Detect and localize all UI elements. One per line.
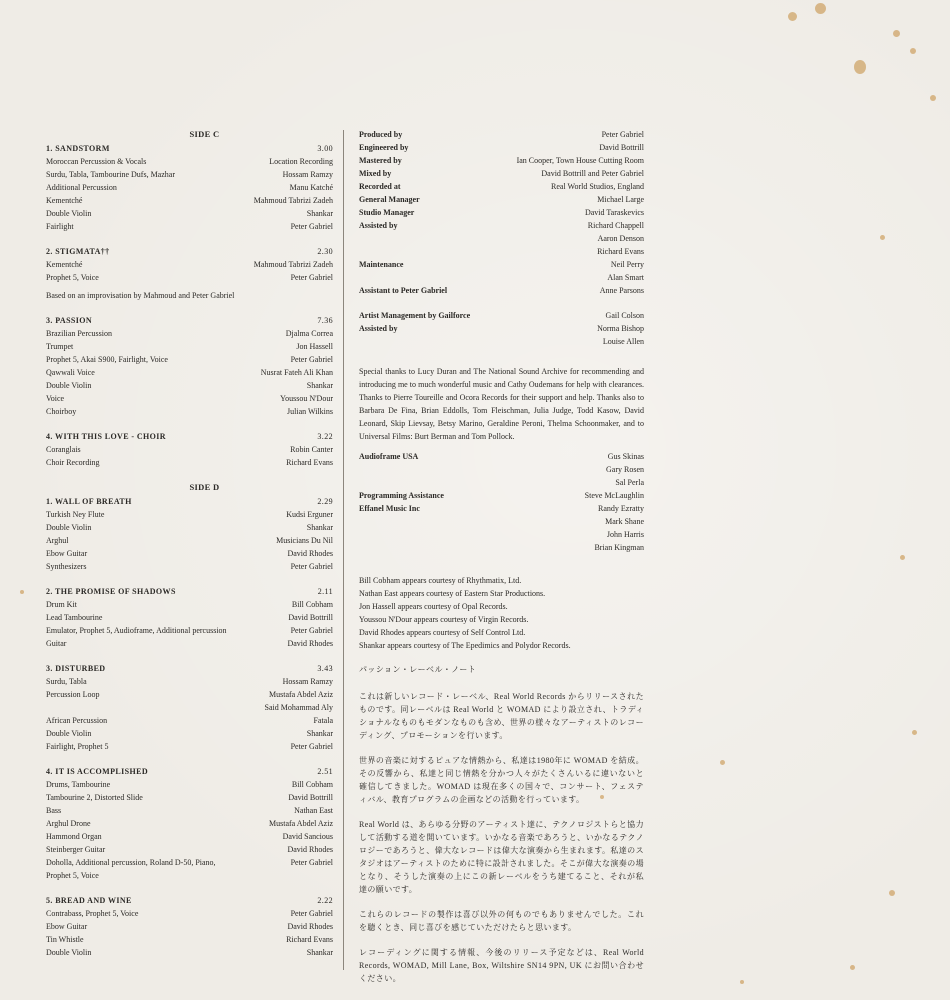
track-title-row — [46, 314, 333, 327]
credit-row — [46, 353, 333, 366]
performer: David Bottrill — [288, 793, 333, 802]
instrument: Prophet 5, Akai S900, Fairlight, Voice — [46, 355, 168, 364]
credit-name: Ian Cooper, Town House Cutting Room — [516, 156, 644, 165]
instrument: Trumpet — [46, 342, 74, 351]
japanese-paragraph: これらのレコードの製作は喜び以外の何ものでもありませんでした。これを聴くとき、同じ喜びを感じていただけたらと思います。 — [359, 910, 644, 932]
credit-role: Mastered by — [359, 156, 402, 165]
track-duration: 2.22 — [317, 896, 333, 905]
instrument: Tin Whistle — [46, 935, 84, 944]
track-duration: 2.51 — [317, 767, 333, 776]
performer: David Rhodes — [287, 922, 333, 931]
stain-spot — [20, 590, 24, 594]
japanese-paragraph: レコーディングに関する情報、今後のリリース予定などは、Real World Records, WOMAD, Mill Lane, Box, Wiltshire SN14 9PN, UK にお問い合わせください。 — [359, 948, 644, 983]
credit-role: Maintenance — [359, 260, 404, 269]
credit-name: Alan Smart — [607, 273, 644, 282]
performer: Peter Gabriel — [290, 355, 333, 364]
track-title-row — [46, 245, 333, 258]
credit-row — [46, 804, 333, 817]
audioframe-credits — [359, 450, 644, 554]
performer: Manu Katché — [289, 183, 333, 192]
track-title: 2. THE PROMISE OF SHADOWS — [46, 587, 176, 596]
stain-spot — [900, 555, 905, 560]
side-c-tracks — [46, 142, 333, 469]
performer: Julian Wilkins — [287, 407, 333, 416]
track-listing-column — [46, 128, 333, 971]
instrument: Lead Tambourine — [46, 613, 103, 622]
column-divider — [343, 130, 344, 970]
credit-row — [46, 637, 333, 650]
credit-row — [46, 843, 333, 856]
instrument: Surdu, Tabla, Tambourine Dufs, Mazhar — [46, 170, 175, 179]
instrument: Surdu, Tabla — [46, 677, 87, 686]
credit-row — [46, 508, 333, 521]
performer: David Sancious — [282, 832, 333, 841]
track-duration: 2.11 — [317, 587, 333, 596]
performer: Jon Hassell — [296, 342, 333, 351]
stain-spot — [788, 12, 797, 21]
credit-line — [359, 528, 644, 541]
credit-row — [46, 907, 333, 920]
courtesy-line: David Rhodes appears courtesy of Self Control Ltd. — [359, 628, 526, 637]
instrument: Qawwali Voice — [46, 368, 95, 377]
credit-row — [46, 714, 333, 727]
credit-name: Gus Skinas — [607, 452, 644, 461]
credit-line — [359, 245, 644, 258]
performer: Peter Gabriel — [290, 742, 333, 751]
japanese-notes-body — [359, 690, 644, 985]
credit-line — [359, 515, 644, 528]
instrument: Emulator, Prophet 5, Audioframe, Additional percussion — [46, 626, 227, 635]
production-credits — [359, 128, 644, 297]
instrument: Doholla, Additional percussion, Roland D-50, Piano, — [46, 858, 216, 867]
instrument: Coranglais — [46, 445, 81, 454]
japanese-paragraph: Real World は、あらゆる分野のアーティスト達に、テクノロジストらと協力して活動する道を開いています。いかなる音楽であろうと、いかなるテクノロジーであろうと、偉大なレコードは偉大な演奏から生まれます。私達のスタジオはアーティストのために特に設計されました。そこが偉大な演奏の場となり、そうした演奏の上にこの新レーベルをうち建てること、それが私達の願いです。 — [359, 820, 644, 894]
performer: Shankar — [306, 729, 333, 738]
performer: Hossam Ramzy — [282, 170, 333, 179]
credit-line — [359, 141, 644, 154]
courtesy-line: Nathan East appears courtesy of Eastern Star Productions. — [359, 589, 546, 598]
credit-line — [359, 541, 644, 554]
performer: Said Mohammad Aly — [264, 703, 333, 712]
credit-name: Aaron Denson — [597, 234, 644, 243]
credit-line — [359, 284, 644, 297]
track-block — [46, 142, 333, 233]
credit-row — [46, 207, 333, 220]
credit-row — [46, 740, 333, 753]
credit-row — [46, 194, 333, 207]
track-block — [46, 495, 333, 573]
track-title: 5. BREAD AND WINE — [46, 896, 132, 905]
performer: Nathan East — [294, 806, 333, 815]
credit-row — [46, 869, 333, 882]
credit-line — [359, 206, 644, 219]
credit-name: Gail Colson — [605, 311, 644, 320]
instrument: Prophet 5, Voice — [46, 871, 99, 880]
instrument: Double Violin — [46, 523, 92, 532]
performer: David Bottrill — [288, 613, 333, 622]
track-block — [46, 314, 333, 418]
stain-spot — [880, 235, 885, 240]
instrument: Choirboy — [46, 407, 77, 416]
credit-row — [46, 688, 333, 701]
track-block — [46, 765, 333, 882]
track-title-row — [46, 142, 333, 155]
instrument: Drums, Tambourine — [46, 780, 111, 789]
performer: Musicians Du Nil — [276, 536, 333, 545]
stain-spot — [889, 890, 895, 896]
track-duration: 3.00 — [317, 144, 333, 153]
credit-name: Norma Bishop — [597, 324, 644, 333]
instrument: Ebow Guitar — [46, 549, 88, 558]
credit-row — [46, 830, 333, 843]
instrument: Tambourine 2, Distorted Slide — [46, 793, 143, 802]
credit-line — [359, 180, 644, 193]
instrument: Double Violin — [46, 729, 92, 738]
special-thanks: Special thanks to Lucy Duran and The National Sound Archive for recommending and introducing me to much wonderful music and Cathy Oudemans for help with clearances. Thanks to Pierre Toureille and Ocora Records for their support and help. Thanks also to Barbara De Fina, Brian Eddolls, Tom Fleischman, Julia Judge, Todd Kasow, David Leonard, Skip Lievsay, Betsy Marino, Geraldine Peroni, Thelma Schoonmaker, and to Universal Films: Burt Berman and Tom Pollock. — [359, 367, 644, 441]
credit-row — [46, 946, 333, 959]
courtesy-list — [359, 574, 644, 652]
performer: David Rhodes — [287, 549, 333, 558]
performer: Shankar — [306, 381, 333, 390]
credit-row — [46, 534, 333, 547]
credit-role: Mixed by — [359, 169, 392, 178]
credits-column — [359, 128, 644, 997]
performer: Mustafa Abdel Aziz — [269, 690, 333, 699]
credit-role: Effanel Music Inc — [359, 504, 420, 513]
credit-role: Artist Management by Gailforce — [359, 311, 471, 320]
credit-line — [359, 167, 644, 180]
credit-row — [46, 220, 333, 233]
credit-line — [359, 232, 644, 245]
track-block — [46, 585, 333, 650]
performer: Peter Gabriel — [290, 273, 333, 282]
instrument: Bass — [46, 806, 62, 815]
instrument: Kementché — [46, 196, 83, 205]
japanese-paragraph: 世界の音楽に対するピュアな情熱から、私達は1980年に WOMAD を結成。その反響から、私達と同じ情熱を分かつ人々がたくさんいるに違いないと確信してきました。WOMAD は現在多くの国々で、コンサート、フェスティバル、教育プログラムの企画などの活動を行っています。 — [359, 756, 644, 804]
performer: Shankar — [306, 523, 333, 532]
track-title: 4. IT IS ACCOMPLISHED — [46, 767, 149, 776]
credit-name: Louise Allen — [602, 337, 644, 346]
credit-row — [46, 366, 333, 379]
credit-role: Assisted by — [359, 324, 398, 333]
credit-role: Programming Assistance — [359, 491, 444, 500]
credit-line — [359, 463, 644, 476]
track-title-row — [46, 662, 333, 675]
instrument: Drum Kit — [46, 600, 77, 609]
credit-name: Michael Large — [597, 195, 644, 204]
track-title: 4. WITH THIS LOVE - CHOIR — [46, 432, 166, 441]
track-duration: 7.36 — [317, 316, 333, 325]
track-duration: 2.29 — [317, 497, 333, 506]
credit-line — [359, 219, 644, 232]
credit-name: Randy Ezratty — [598, 504, 644, 513]
stain-spot — [910, 48, 916, 54]
performer: Mustafa Abdel Aziz — [269, 819, 333, 828]
credit-row — [46, 624, 333, 637]
credit-row — [46, 405, 333, 418]
japanese-notes-title: パッション・レーベル・ノート — [359, 665, 477, 674]
credit-row — [46, 327, 333, 340]
track-note: Based on an improvisation by Mahmoud and Peter Gabriel — [46, 291, 235, 300]
credit-name: John Harris — [606, 530, 644, 539]
courtesy-line: Youssou N'Dour appears courtesy of Virgin Records. — [359, 615, 529, 624]
stain-spot — [930, 95, 936, 101]
performer: Peter Gabriel — [290, 562, 333, 571]
instrument: Moroccan Percussion & Vocals — [46, 157, 147, 166]
credit-line — [359, 154, 644, 167]
instrument: Turkish Ney Flute — [46, 510, 105, 519]
track-title-row — [46, 495, 333, 508]
performer: David Rhodes — [287, 845, 333, 854]
credit-line — [359, 309, 644, 322]
performer: Bill Cobham — [291, 600, 333, 609]
instrument: Choir Recording — [46, 458, 100, 467]
credit-role: Produced by — [359, 130, 403, 139]
track-title-row — [46, 585, 333, 598]
credit-row — [46, 856, 333, 869]
credit-row — [46, 817, 333, 830]
track-duration: 3.43 — [317, 664, 333, 673]
credit-role: Assistant to Peter Gabriel — [359, 286, 448, 295]
performer: Richard Evans — [286, 458, 333, 467]
credit-row — [46, 920, 333, 933]
instrument: Additional Percussion — [46, 183, 117, 192]
credit-line — [359, 489, 644, 502]
credit-role: Engineered by — [359, 143, 409, 152]
instrument: Voice — [46, 394, 65, 403]
credit-row — [46, 271, 333, 284]
performer: Shankar — [306, 948, 333, 957]
credit-name: Neil Perry — [610, 260, 644, 269]
track-block — [46, 662, 333, 753]
credit-row — [46, 933, 333, 946]
stain-spot — [815, 3, 826, 14]
track-title: 2. STIGMATA†† — [46, 247, 110, 256]
credit-name: Sal Perla — [615, 478, 644, 487]
courtesy-line: Jon Hassell appears courtesy of Opal Records. — [359, 602, 508, 611]
track-block — [46, 894, 333, 959]
management-credits — [359, 309, 644, 348]
instrument: Fairlight — [46, 222, 74, 231]
credit-row — [46, 168, 333, 181]
credit-row — [46, 521, 333, 534]
stain-spot — [912, 730, 917, 735]
credit-line — [359, 193, 644, 206]
stain-spot — [720, 760, 725, 765]
credit-row — [46, 340, 333, 353]
credit-row — [46, 155, 333, 168]
credit-name: Steve McLaughlin — [584, 491, 644, 500]
performer: Youssou N'Dour — [280, 394, 333, 403]
instrument: Synthesizers — [46, 562, 87, 571]
credit-row — [46, 701, 333, 714]
credit-name: Brian Kingman — [594, 543, 644, 552]
japanese-label-notes — [359, 663, 644, 985]
credit-line — [359, 322, 644, 335]
performer: Robin Canter — [290, 445, 333, 454]
performer: Djalma Correa — [285, 329, 333, 338]
performer: Bill Cobham — [291, 780, 333, 789]
japanese-paragraph: これは新しいレコード・レーベル、Real World Records からリリースされたものです。同レーベルは Real World と WOMAD により設立され、トラディショナルなものもモダンなものも含め、世界の様々なアーティストのレコーディング、プロモーションを行います。 — [359, 692, 644, 740]
credit-role: General Manager — [359, 195, 420, 204]
performer: Shankar — [306, 209, 333, 218]
performer: Hossam Ramzy — [282, 677, 333, 686]
performer: Mahmoud Tabrizi Zadeh — [253, 260, 333, 269]
credit-name: David Bottrill and Peter Gabriel — [541, 169, 644, 178]
track-title: 3. PASSION — [46, 316, 93, 325]
credit-row — [46, 727, 333, 740]
instrument: Arghul Drone — [46, 819, 91, 828]
credit-row — [46, 791, 333, 804]
track-duration: 2.30 — [317, 247, 333, 256]
courtesy-line: Shankar appears courtesy of The Epedimics and Polydor Records. — [359, 641, 571, 650]
track-title-row — [46, 894, 333, 907]
instrument: Percussion Loop — [46, 690, 100, 699]
instrument: African Percussion — [46, 716, 108, 725]
track-title: 1. WALL OF BREATH — [46, 497, 132, 506]
credit-row — [46, 258, 333, 271]
performer: Fatala — [313, 716, 333, 725]
side-d-heading: SIDE D — [189, 482, 220, 492]
side-d-tracks — [46, 495, 333, 959]
performer: David Rhodes — [287, 639, 333, 648]
credit-name: Mark Shane — [605, 517, 644, 526]
credit-line — [359, 502, 644, 515]
instrument: Guitar — [46, 639, 67, 648]
credit-row — [46, 181, 333, 194]
performer: Mahmoud Tabrizi Zadeh — [253, 196, 333, 205]
performer: Peter Gabriel — [290, 222, 333, 231]
credit-name: Gary Rosen — [606, 465, 644, 474]
performer: Peter Gabriel — [290, 858, 333, 867]
credit-row — [46, 611, 333, 624]
credit-line — [359, 128, 644, 141]
stain-spot — [850, 965, 855, 970]
credit-role: Recorded at — [359, 182, 401, 191]
credit-name: Peter Gabriel — [601, 130, 644, 139]
instrument: Brazilian Percussion — [46, 329, 112, 338]
credit-line — [359, 335, 644, 348]
instrument: Arghul — [46, 536, 69, 545]
instrument: Contrabass, Prophet 5, Voice — [46, 909, 139, 918]
performer: Location Recording — [269, 157, 333, 166]
credit-line — [359, 450, 644, 463]
instrument: Fairlight, Prophet 5 — [46, 742, 109, 751]
performer: Peter Gabriel — [290, 909, 333, 918]
instrument: Ebow Guitar — [46, 922, 88, 931]
track-title: 1. SANDSTORM — [46, 144, 110, 153]
instrument: Double Violin — [46, 948, 92, 957]
track-title-row — [46, 765, 333, 778]
stain-spot — [854, 60, 866, 74]
performer: Richard Evans — [286, 935, 333, 944]
side-c-heading: SIDE C — [189, 129, 220, 139]
instrument: Hammond Organ — [46, 832, 102, 841]
credit-row — [46, 598, 333, 611]
credit-name: David Bottrill — [599, 143, 644, 152]
credit-row — [46, 456, 333, 469]
track-duration: 3.22 — [317, 432, 333, 441]
credit-line — [359, 271, 644, 284]
performer: Kudsi Erguner — [286, 510, 333, 519]
track-block — [46, 245, 333, 302]
instrument: Prophet 5, Voice — [46, 273, 99, 282]
instrument: Steinberger Guitar — [46, 845, 106, 854]
credit-row — [46, 379, 333, 392]
credit-row — [46, 392, 333, 405]
performer: Nusrat Fateh Ali Khan — [260, 368, 333, 377]
credit-row — [46, 560, 333, 573]
credit-row — [46, 675, 333, 688]
track-title: 3. DISTURBED — [46, 664, 106, 673]
credit-row — [46, 547, 333, 560]
credit-role: Studio Manager — [359, 208, 415, 217]
credit-name: Richard Evans — [597, 247, 644, 256]
track-block — [46, 430, 333, 469]
credit-name: David Taraskevics — [584, 208, 644, 217]
credit-name: Anne Parsons — [599, 286, 644, 295]
instrument: Double Violin — [46, 209, 92, 218]
courtesy-line: Bill Cobham appears courtesy of Rhythmatix, Ltd. — [359, 576, 522, 585]
instrument: Kementché — [46, 260, 83, 269]
credit-line — [359, 258, 644, 271]
track-title-row — [46, 430, 333, 443]
credit-role: Assisted by — [359, 221, 398, 230]
credit-role: Audioframe USA — [359, 452, 419, 461]
stain-spot — [893, 30, 900, 37]
credit-row — [46, 443, 333, 456]
performer: Peter Gabriel — [290, 626, 333, 635]
credit-row — [46, 778, 333, 791]
stain-spot — [740, 980, 744, 984]
credit-name: Real World Studios, England — [551, 182, 644, 191]
credit-line — [359, 476, 644, 489]
credit-name: Richard Chappell — [587, 221, 644, 230]
instrument: Double Violin — [46, 381, 92, 390]
